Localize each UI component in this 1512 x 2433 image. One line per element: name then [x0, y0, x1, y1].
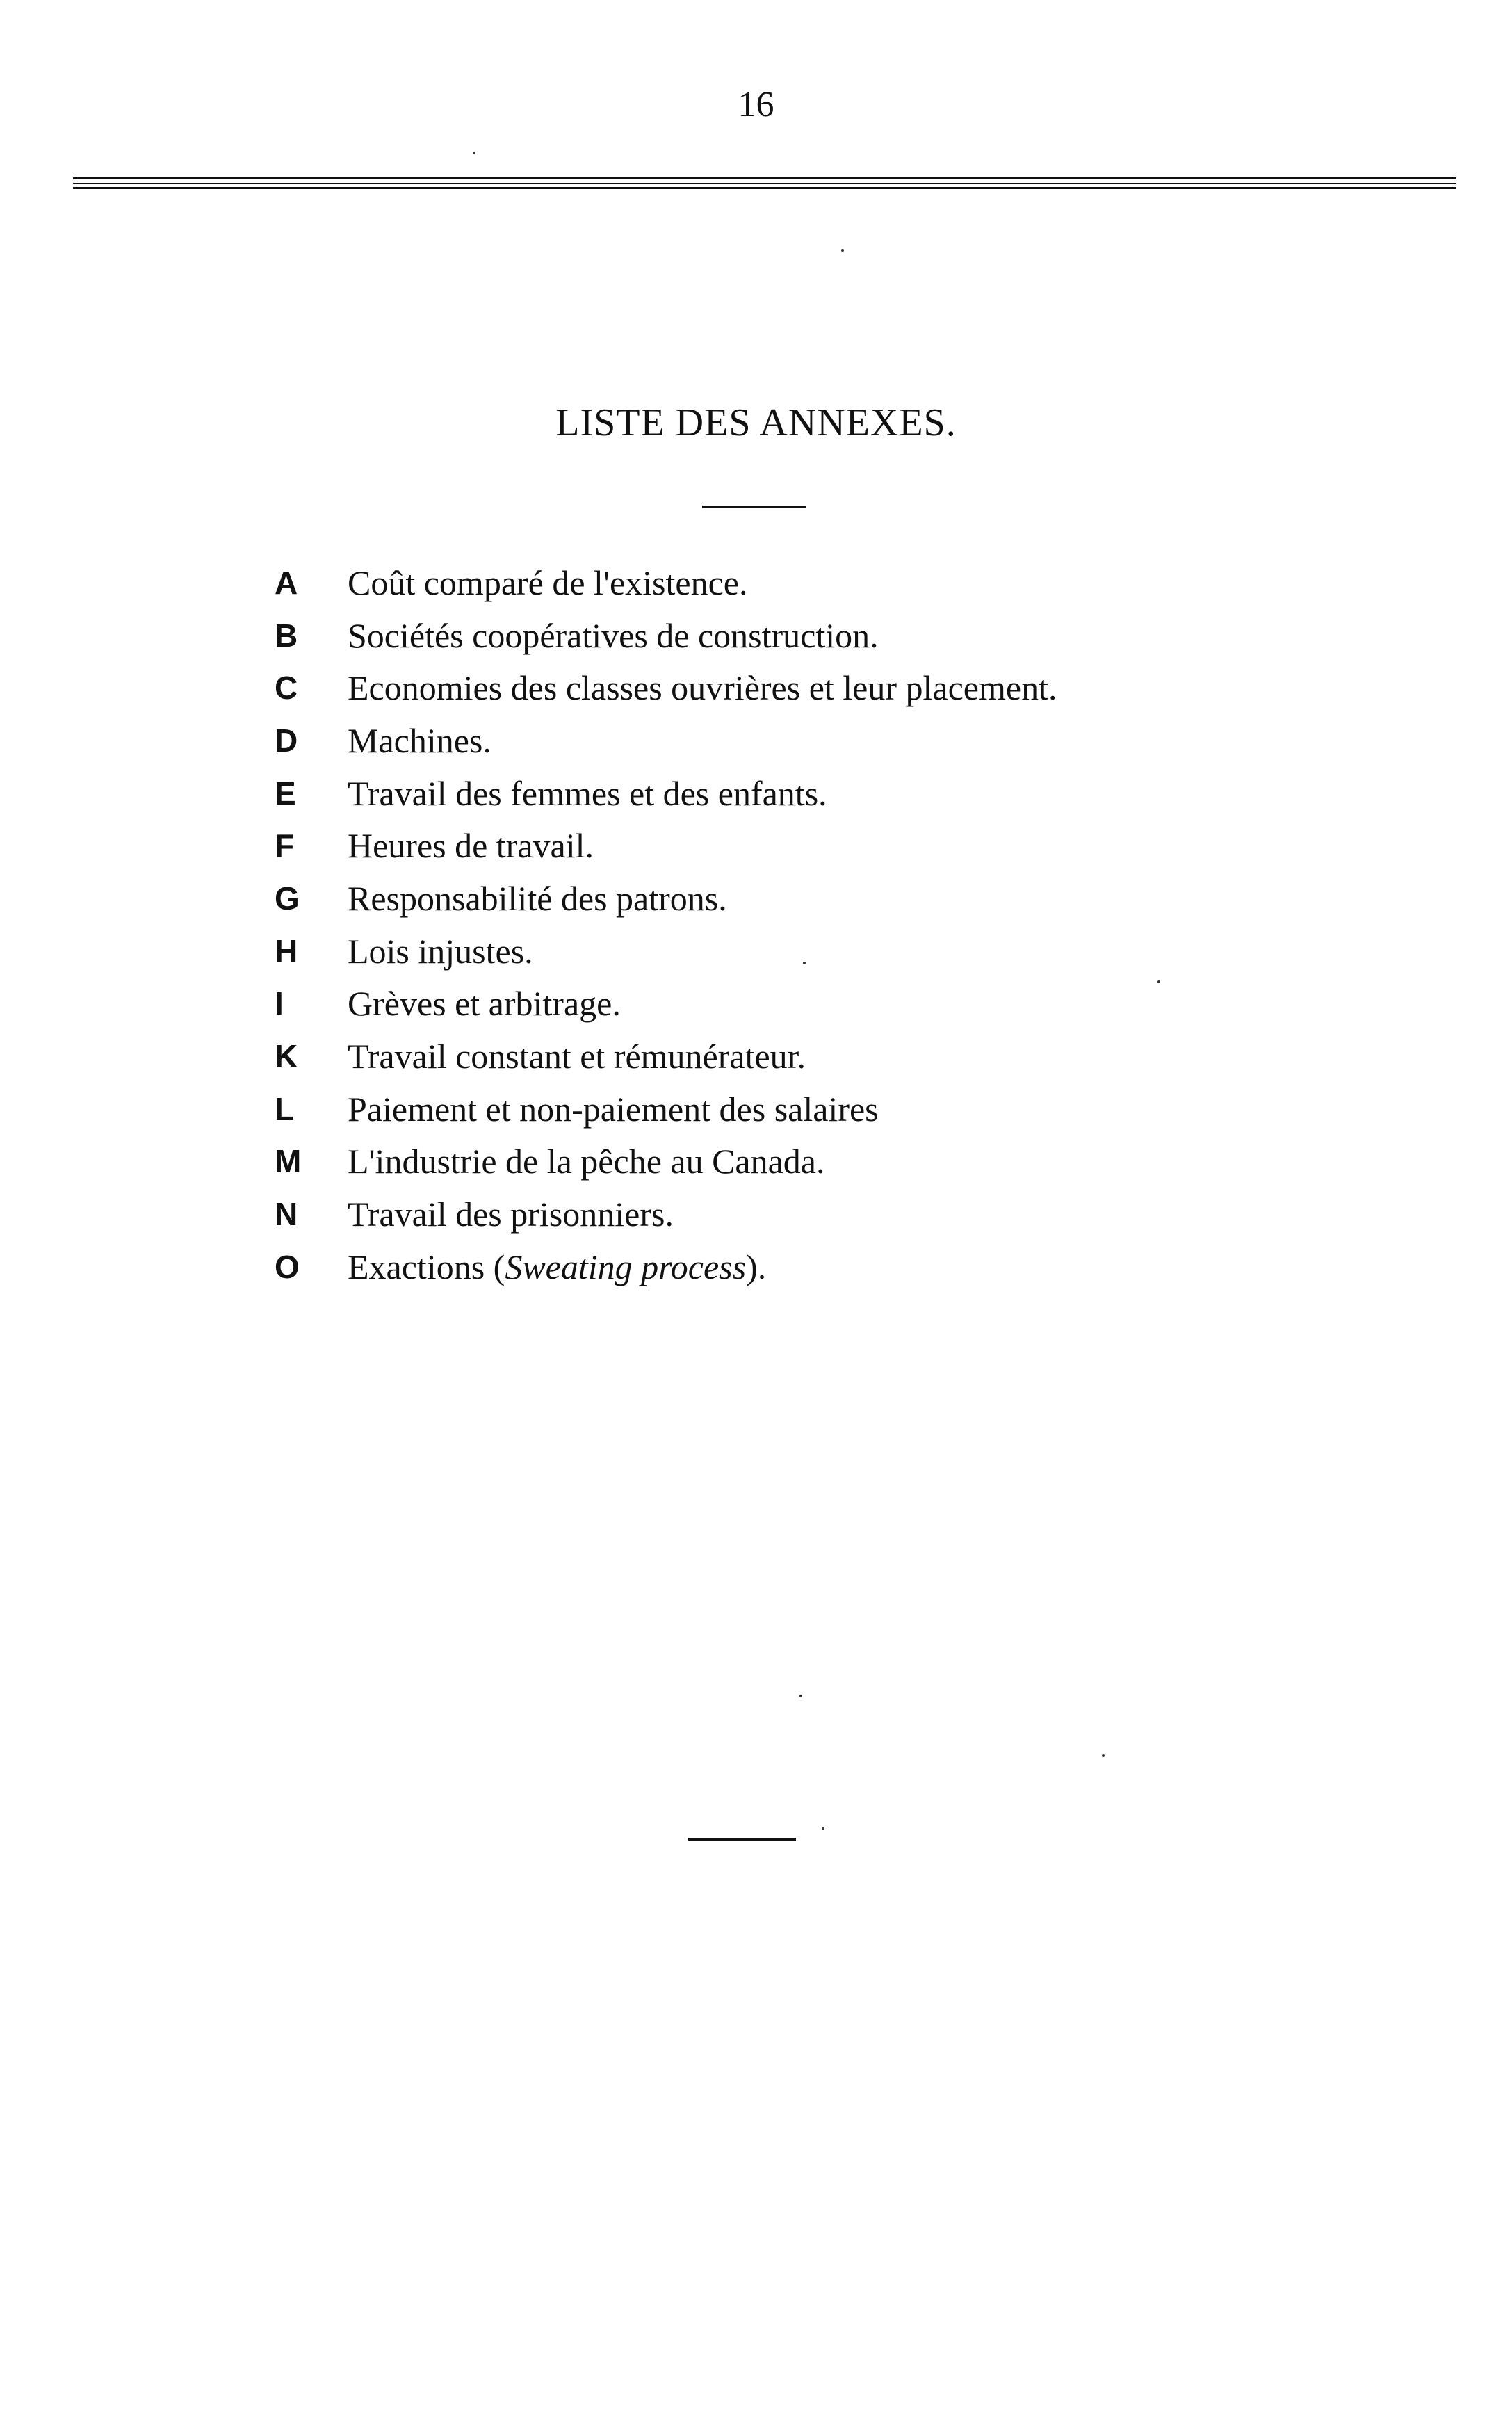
annex-letter: D [275, 722, 298, 759]
annex-item [275, 609, 1387, 662]
header-rule-line [73, 183, 1456, 184]
footer-rule [688, 1838, 796, 1841]
annex-item [275, 872, 1387, 925]
annex-letter: F [275, 827, 295, 864]
annex-item [275, 978, 1387, 1030]
annex-item [275, 661, 1387, 714]
annex-item [275, 767, 1387, 820]
annex-title: Economies des classes ouvrières et leur placement. [348, 668, 1057, 708]
scan-speck [1157, 980, 1160, 983]
scan-speck [803, 962, 806, 964]
annex-letter: N [275, 1196, 298, 1233]
annex-title-italic: Sweating process [505, 1247, 747, 1286]
annex-title: Sociétés coopératives de construction. [348, 615, 879, 655]
scan-speck [822, 1827, 824, 1830]
header-rule-line [73, 177, 1456, 179]
annex-list [275, 556, 1387, 1293]
annex-title: Travail des prisonniers. [348, 1195, 674, 1234]
annex-item [275, 1188, 1387, 1240]
annex-title: Travail constant et rémunérateur. [348, 1037, 806, 1076]
annex-letter: A [275, 564, 298, 601]
annex-letter: C [275, 670, 298, 706]
annex-title-prefix: Exactions ( [348, 1247, 505, 1286]
annex-title: Heures de travail. [348, 826, 594, 866]
annex-item [275, 1135, 1387, 1188]
page-title: LISTE DES ANNEXES. [555, 401, 957, 444]
annex-title: Machines. [348, 720, 491, 760]
header-double-rule [73, 177, 1456, 190]
annex-letter: B [275, 617, 298, 654]
annex-item [275, 556, 1387, 609]
annex-item [275, 714, 1387, 767]
annex-item [275, 1030, 1387, 1083]
page-number: 16 [738, 85, 774, 124]
annex-item [275, 819, 1387, 872]
annex-title: Lois injustes. [348, 931, 533, 971]
annex-letter: H [275, 932, 298, 969]
annex-letter: M [275, 1143, 302, 1180]
annex-letter: O [275, 1248, 300, 1285]
annex-letter: I [275, 985, 284, 1022]
header-rule-line [73, 187, 1456, 189]
annex-item [275, 1083, 1387, 1135]
annex-title: L'industrie de la pêche au Canada. [348, 1142, 825, 1181]
annex-title: Travail des femmes et des enfants. [348, 773, 827, 813]
annex-title: Grèves et arbitrage. [348, 984, 621, 1024]
annex-title: Coût comparé de l'existence. [348, 563, 748, 602]
annex-item [275, 925, 1387, 978]
scan-speck [841, 249, 844, 252]
annex-letter: G [275, 880, 300, 916]
scan-speck [1102, 1754, 1105, 1757]
annex-letter: L [275, 1090, 295, 1127]
annex-item [275, 1240, 1387, 1293]
title-rule [702, 506, 806, 508]
annex-title [348, 1247, 767, 1286]
scan-speck [473, 152, 475, 154]
annex-letter: K [275, 1038, 298, 1075]
annex-title: Paiement et non-paiement des salaires [348, 1089, 879, 1129]
annex-title-suffix: ). [746, 1247, 767, 1286]
annex-title: Responsabilité des patrons. [348, 878, 727, 918]
annex-letter: E [275, 775, 296, 811]
scan-speck [799, 1695, 802, 1697]
